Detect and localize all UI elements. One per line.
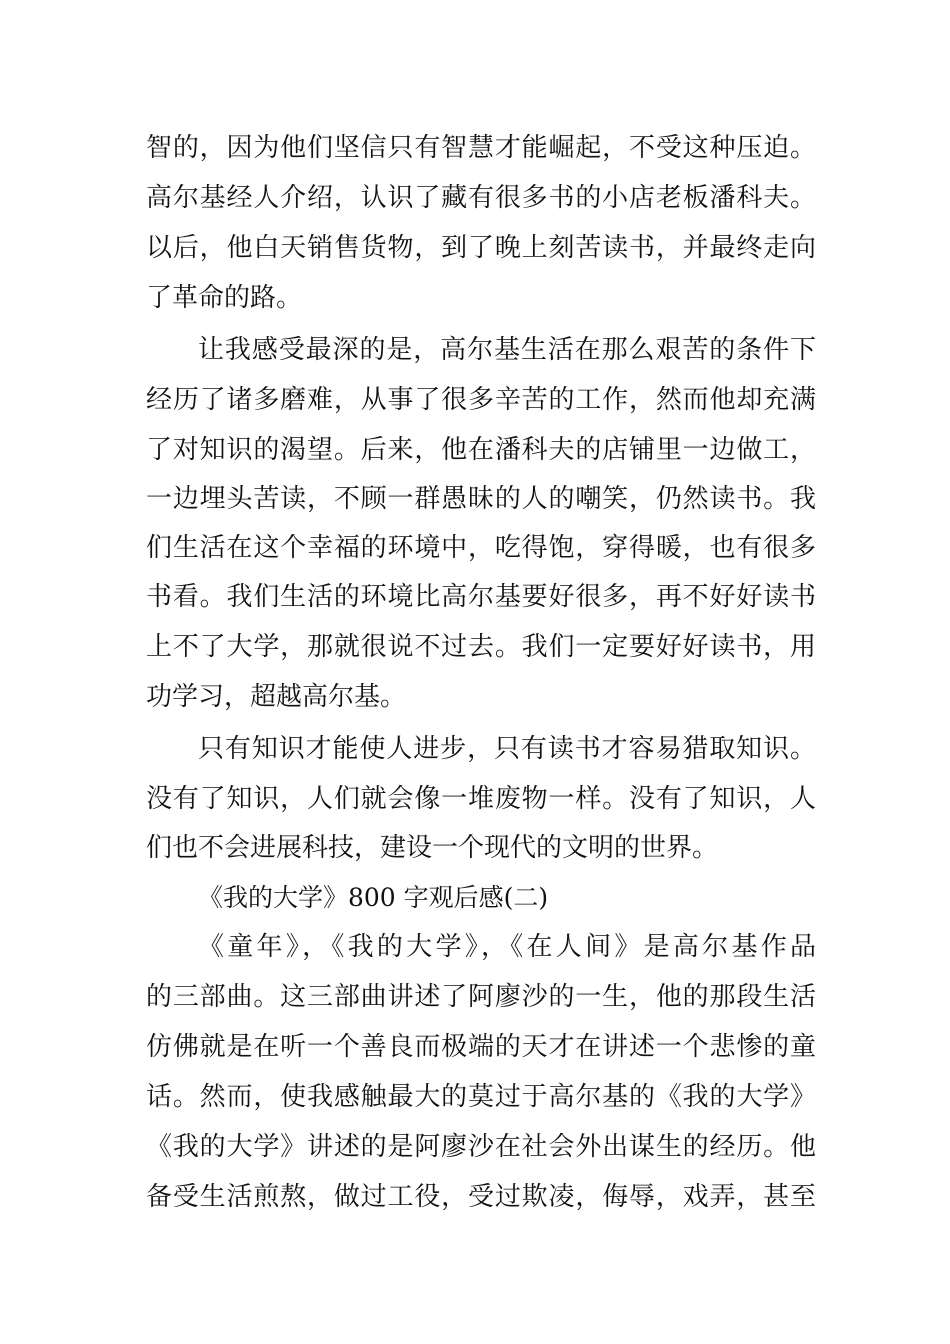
- text-line: 们生活在这个幸福的环境中，吃得饱，穿得暖，也有很多: [146, 533, 816, 563]
- text-line: 了革命的路。: [146, 283, 303, 313]
- text-line: 一边埋头苦读，不顾一群愚昧的人的嘲笑，仍然读书。我: [146, 484, 816, 514]
- text-line: 上不了大学，那就很说不过去。我们一定要好好读书，用: [146, 632, 816, 662]
- text-line: 以后，他白天销售货物，到了晚上刻苦读书，并最终走向: [146, 233, 816, 263]
- text-line: 功学习，超越高尔基。: [146, 682, 407, 712]
- text-line: 话。然而，使我感触最大的莫过于高尔基的《我的大学》: [146, 1082, 816, 1112]
- text-line: 智的，因为他们坚信只有智慧才能崛起，不受这种压迫。: [146, 133, 816, 163]
- text-line: 经历了诸多磨难，从事了很多辛苦的工作，然而他却充满: [146, 385, 816, 415]
- text-line: 了对知识的渴望。后来，他在潘科夫的店铺里一边做工，: [146, 435, 816, 465]
- text-line: 《我的大学》讲述的是阿廖沙在社会外出谋生的经历。他: [146, 1132, 816, 1162]
- text-line: 的三部曲。这三部曲讲述了阿廖沙的一生，他的那段生活: [146, 982, 816, 1012]
- paragraph-first-line: 让我感受最深的是，高尔基生活在那么艰苦的条件下: [198, 335, 816, 365]
- paragraph-first-line: 《童年》，《我的大学》，《在人间》是高尔基作品: [198, 932, 816, 962]
- text-line: 仿佛就是在听一个善良而极端的天才在讲述一个悲惨的童: [146, 1032, 816, 1062]
- paragraph-first-line: 只有知识才能使人进步，只有读书才容易猎取知识。: [198, 734, 816, 764]
- text-line: 没有了知识，人们就会像一堆废物一样。没有了知识，人: [146, 784, 816, 814]
- text-line: 们也不会进展科技，建设一个现代的文明的世界。: [146, 833, 719, 863]
- text-line: 书看。我们生活的环境比高尔基要好很多，再不好好读书: [146, 582, 816, 612]
- section-heading: 《我的大学》800 字观后感(二): [198, 883, 549, 912]
- text-line: 高尔基经人介绍，认识了藏有很多书的小店老板潘科夫。: [146, 183, 816, 213]
- text-line: 备受生活煎熬，做过工役，受过欺凌，侮辱，戏弄，甚至: [146, 1182, 816, 1212]
